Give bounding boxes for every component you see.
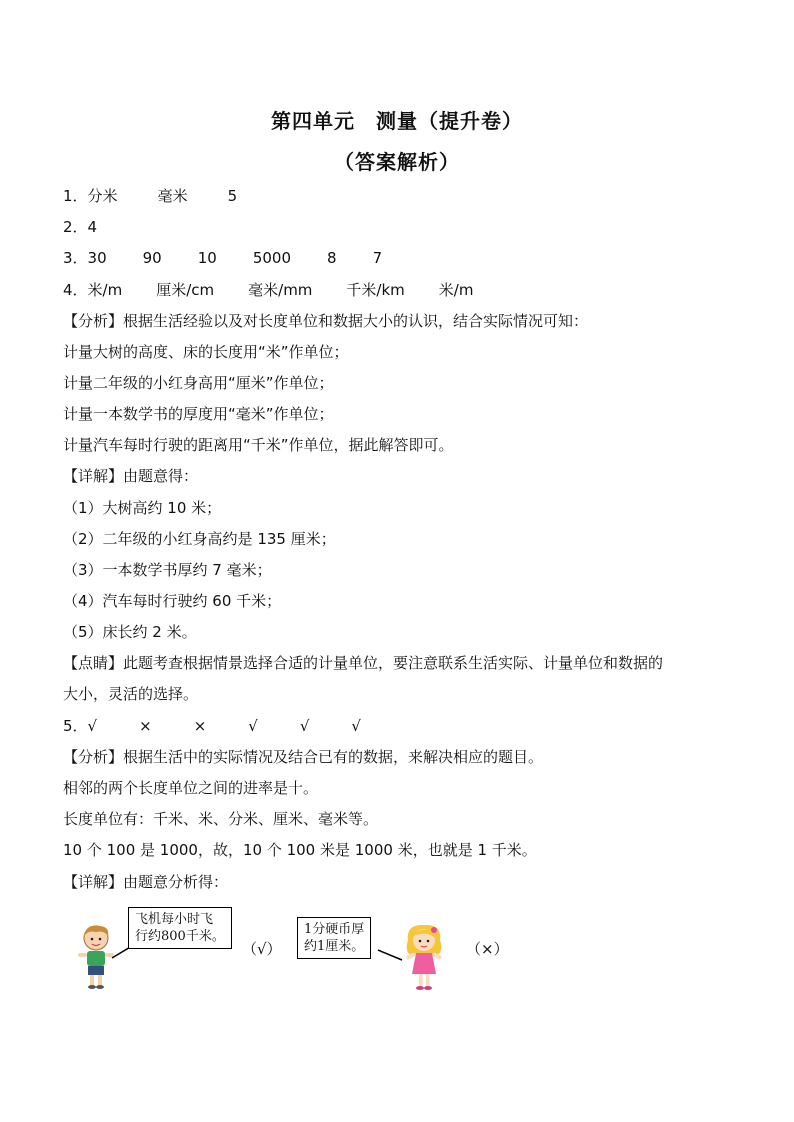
bubble-line: 1分硬币厚 — [304, 922, 365, 937]
q1-answer-a: 分米 — [87, 187, 118, 205]
analysis-line: 【分析】根据生活经验以及对长度单位和数据大小的认识，结合实际情况可知： — [63, 312, 589, 330]
analysis-line: 相邻的两个长度单位之间的进率是十。 — [63, 779, 319, 797]
answer-line-3 — [63, 248, 382, 268]
q3-answer: 90 — [142, 249, 162, 267]
detail-line: （1）大树高约 10 米； — [63, 499, 222, 517]
q2-answer: 4 — [87, 218, 98, 236]
girl-illustration — [400, 922, 450, 994]
detail-heading: 【详解】由题意得： — [63, 467, 199, 485]
q3-answer: 30 — [87, 249, 107, 267]
analysis-line: 计量一本数学书的厚度用“毫米”作单位； — [63, 405, 334, 423]
q1-number: 1． — [63, 187, 88, 205]
page-title: 第四单元 测量（提升卷） — [271, 109, 523, 133]
q3-answer: 7 — [372, 249, 383, 267]
q2-number: 2． — [63, 218, 88, 236]
answer-line-4 — [63, 280, 473, 300]
q3-number: 3． — [63, 249, 88, 267]
q5-answer: √ — [351, 717, 361, 735]
speech-bubble-coin — [297, 917, 371, 959]
analysis-line: 10 个 100 是 1000，故，10 个 100 米是 1000 米，也就是 1 千米。 — [63, 841, 537, 859]
detail-line: （4）汽车每时行驶约 60 千米； — [63, 592, 282, 610]
q5-answer: × — [139, 717, 152, 735]
q5-answer: √ — [87, 717, 98, 735]
judgement-mark: （×） — [466, 940, 509, 958]
answer-line-1 — [63, 186, 237, 206]
q4-answer: 毫米/mm — [248, 281, 313, 299]
q1-answer-c: 5 — [227, 187, 238, 205]
q5-answer: √ — [248, 717, 258, 735]
analysis-line: 计量大树的高度、床的长度用“米”作单位； — [63, 343, 349, 361]
page-subtitle: （答案解析） — [334, 150, 460, 174]
judgement-mark: （√） — [242, 940, 282, 958]
q5-answer: × — [193, 717, 207, 735]
speech-bubble-plane — [128, 907, 232, 949]
detail-heading: 【详解】由题意分析得： — [63, 873, 229, 891]
q4-answer: 千米/km — [346, 281, 405, 299]
answer-line-2 — [63, 217, 97, 237]
q3-answer: 8 — [327, 249, 337, 267]
detail-line: （2）二年级的小红身高约是 135 厘米； — [63, 530, 336, 548]
analysis-line: 长度单位有：千米、米、分米、厘米、毫米等。 — [63, 810, 379, 828]
bubble-line: 行约800千米。 — [135, 929, 225, 944]
q5-number: 5． — [63, 717, 88, 735]
q4-answer: 厘米/cm — [156, 281, 215, 299]
q4-number: 4． — [63, 281, 88, 299]
analysis-line: 【分析】根据生活中的实际情况及结合已有的数据，来解决相应的题目。 — [63, 748, 544, 766]
tip-line: 【点睛】此题考查根据情景选择合适的计量单位，要注意联系生活实际、计量单位和数据的 — [63, 654, 664, 672]
q1-answer-b: 毫米 — [157, 187, 188, 205]
analysis-line: 计量二年级的小红身高用“厘米”作单位； — [63, 374, 334, 392]
q3-answer: 10 — [197, 249, 217, 267]
detail-line: （3）一本数学书厚约 7 毫米； — [63, 561, 272, 579]
answer-line-5 — [63, 716, 361, 736]
q5-answer: √ — [299, 717, 310, 735]
detail-line: （5）床长约 2 米。 — [63, 623, 197, 641]
bubble-line: 约1厘米。 — [304, 939, 365, 954]
q4-answer: 米/m — [87, 281, 123, 299]
q3-answer: 5000 — [252, 249, 292, 267]
q4-answer: 米/m — [438, 281, 474, 299]
bubble-line: 飞机每小时飞 — [135, 912, 214, 927]
tip-line: 大小，灵活的选择。 — [63, 685, 199, 703]
analysis-line: 计量汽车每时行驶的距离用“千米”作单位，据此解答即可。 — [63, 436, 454, 454]
